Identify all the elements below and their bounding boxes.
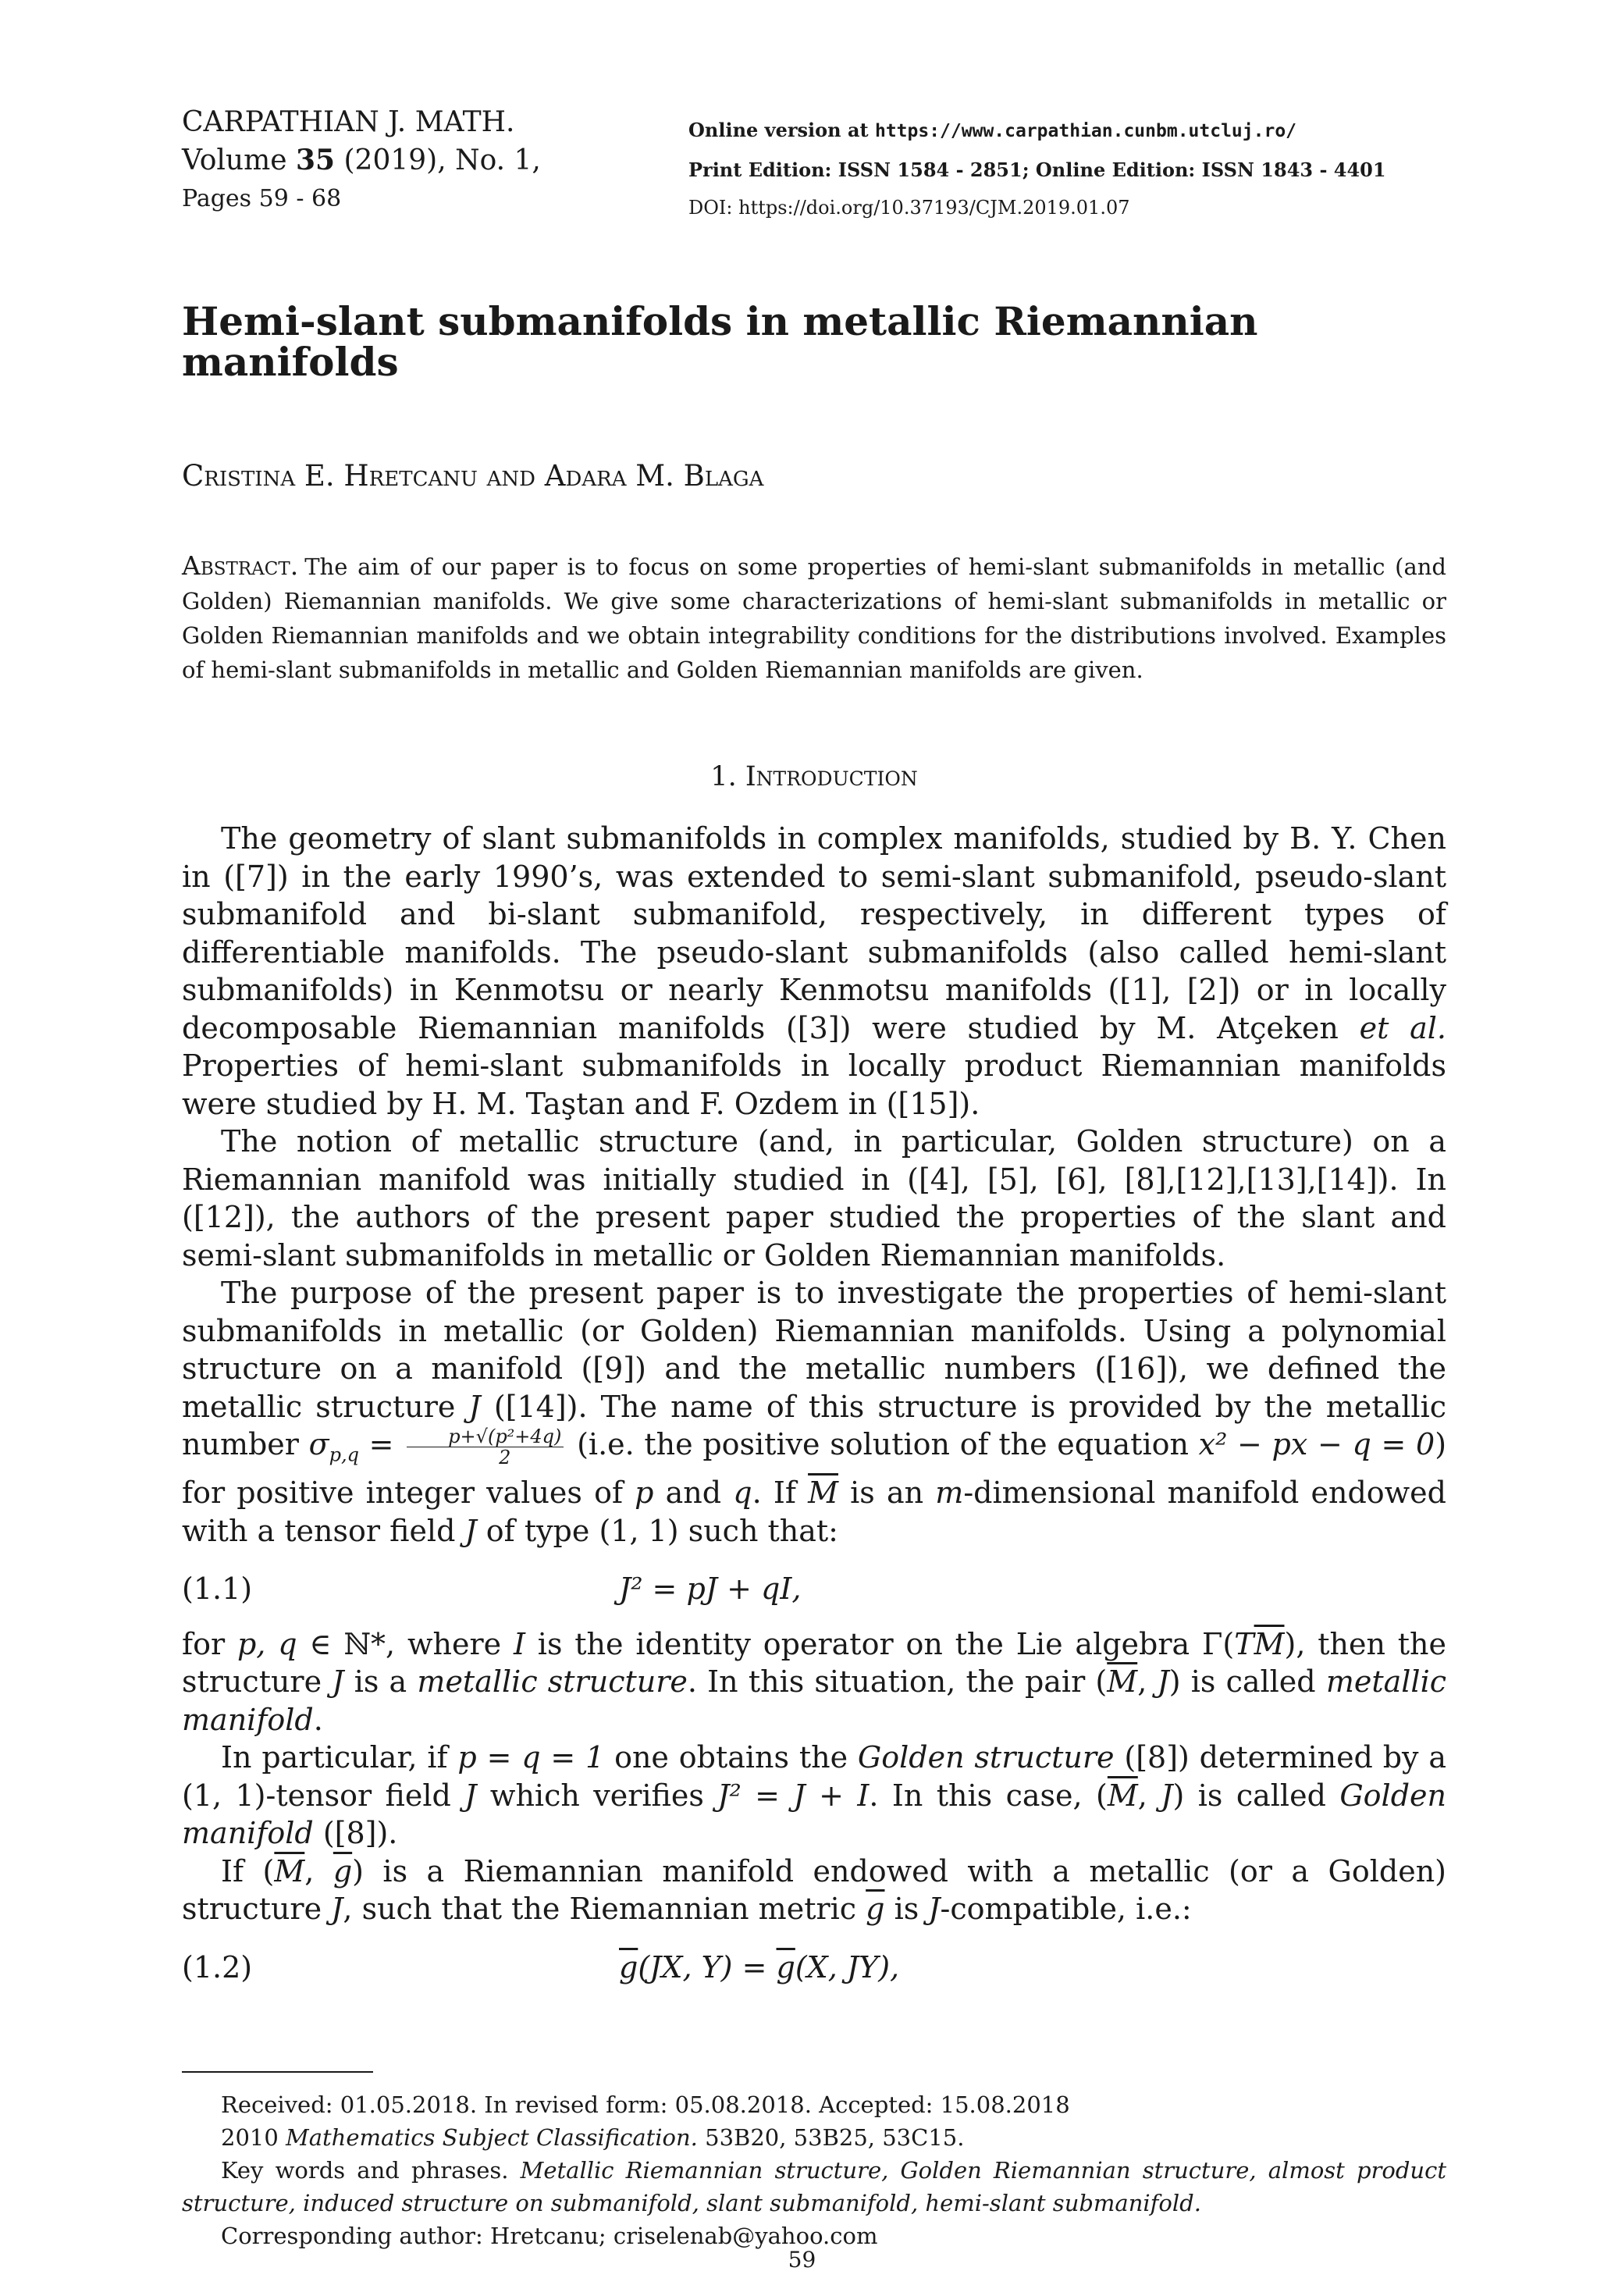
print-edition: Print Edition: ISSN 1584 - 2851; Online Edition: ISSN 1843 - 4401 [688,158,1386,181]
paragraph-6: If ($\overline{M}$, $\overline{g}$) is a Riemannian manifold endowed with a metallic (or a Golden) structure J, such that the Riemannian metric $\overline{g}$ is J-compatible, i.e.: [182,1853,1446,1927]
paragraph-1: The geometry of slant submanifolds in complex manifolds, studied by B. Y. Chen in ([7]) in the early 1990’s, was extended to semi-slant submanifold, pseudo-slant submanifold and bi-slant submanifold, respectively, in different types of differentiable manifolds. The pseudo-slant submanifolds (also called hemi-slant submanifolds) in Kenmotsu or nearly Kenmotsu manifolds ([1], [2]) or in locally decomposable Riemannian manifolds ([3]) were studied by M. Atçeken et al. Properties of hemi-slant submanifolds in locally product Riemannian manifolds were studied by H. M. Taştan and F. Ozdem in ([15]). [182,821,1446,1121]
paragraph-5: In particular, if p = q = 1 one obtains the Golden structure ([8]) determined by a (1, 1)-tensor field J which verifies J² = J + I. In this case, ($\overline{M}$, J) is called Golden manifold ([8]). [182,1740,1446,1851]
body-text [182,820,1446,2003]
volume-info: Volume 35 (2019), No. 1, [182,144,541,176]
paper-title: Hemi-slant submanifolds in metallic Riemannian manifolds [182,298,1258,385]
authors: Cristina E. Hretcanu and Adara M. Blaga [182,459,764,493]
equation-number: (1.1) [182,1572,253,1607]
abstract-label: Abstract. [182,550,299,581]
edition-info [688,111,1485,227]
abstract [182,549,1446,687]
doi-link[interactable]: DOI: https://doi.org/10.37193/CJM.2019.01.07 [688,197,1130,219]
journal-header [182,103,619,218]
equation-formula: J² = pJ + qI, [619,1572,802,1607]
footnotes [182,2088,1446,2252]
equation-1-1 [182,1570,1446,1608]
keywords: Key words and phrases. Metallic Riemannian structure, Golden Riemannian structure, almost product structure, induced structure on submanifold, slant submanifold, hemi-slant submanifold. [182,2157,1446,2216]
footnote-divider [182,2071,373,2073]
online-url-link[interactable]: https://www.carpathian.cunbm.utcluj.ro/ [874,121,1297,141]
section-heading: 1. Introduction [710,761,918,792]
online-version: Online version at https://www.carpathian.cunbm.utcluj.ro/ [688,119,1297,141]
paragraph-2: The notion of metallic structure (and, in particular, Golden structure) on a Riemannian manifold was initially studied in ([4], [5], [6], [8],[12],[13],[14]). In ([12]), the authors of the present paper studied the properties of the slant and semi-slant submanifolds in metallic or Golden Riemannian manifolds. [182,1124,1446,1273]
paragraph-3: The purpose of the present paper is to investigate the properties of hemi-slant submanifolds in metallic (or Golden) Riemannian manifolds. Using a polynomial structure on a manifold ([9]) and the metallic numbers ([16]), we defined the metallic structure J ([14]). The name of this structure is provided by the metallic number $\sigma_{p,q}$ = $\frac{\text{p+√(p²+4q)}}{2}$ (i.e. the positive solution of the equation x² − px − q = 0) for positive integer values of p and q. If $\overline{M}$ is an m-dimensional manifold endowed with a tensor field J of type (1, 1) such that: [182,1276,1447,1548]
equation-formula: $\overline{g}(JX$, $Y) = \overline{g}(X$, JY), [619,1949,900,1985]
page-range: Pages 59 - 68 [182,185,342,212]
received-dates: Received: 01.05.2018. In revised form: 05.08.2018. Accepted: 15.08.2018 [221,2091,1070,2118]
abstract-text: The aim of our paper is to focus on some properties of hemi-slant submanifolds in metallic (and Golden) Riemannian manifolds. We give some characterizations of hemi-slant submanifolds in metallic or Golden Riemannian manifolds and we obtain integrability conditions for the distributions involved. Examples of hemi-slant submanifolds in metallic and Golden Riemannian manifolds are given. [182,554,1446,683]
equation-1-2 [182,1949,1446,1987]
msc-classification: 2010 Mathematics Subject Classification. 53B20, 53B25, 53C15. [221,2124,965,2151]
corresponding-author: Corresponding author: Hretcanu; criselenab@yahoo.com [221,2223,878,2249]
metallic-number-fraction: $\frac{\text{p+√(p²+4q)}}{2}$ [407,1426,564,1468]
equation-number: (1.2) [182,1949,253,1985]
paragraph-4: for p, q ∈ ℕ*, where I is the identity operator on the Lie algebra $\Gamma(T\overline{M})$, then the structure J is a metallic structure. In this situation, the pair ($\overline{M}$, J) is called metallic manifold. [182,1626,1447,1737]
journal-name: CARPATHIAN J. MATH. [182,106,515,138]
page-number: 59 [788,2247,816,2273]
